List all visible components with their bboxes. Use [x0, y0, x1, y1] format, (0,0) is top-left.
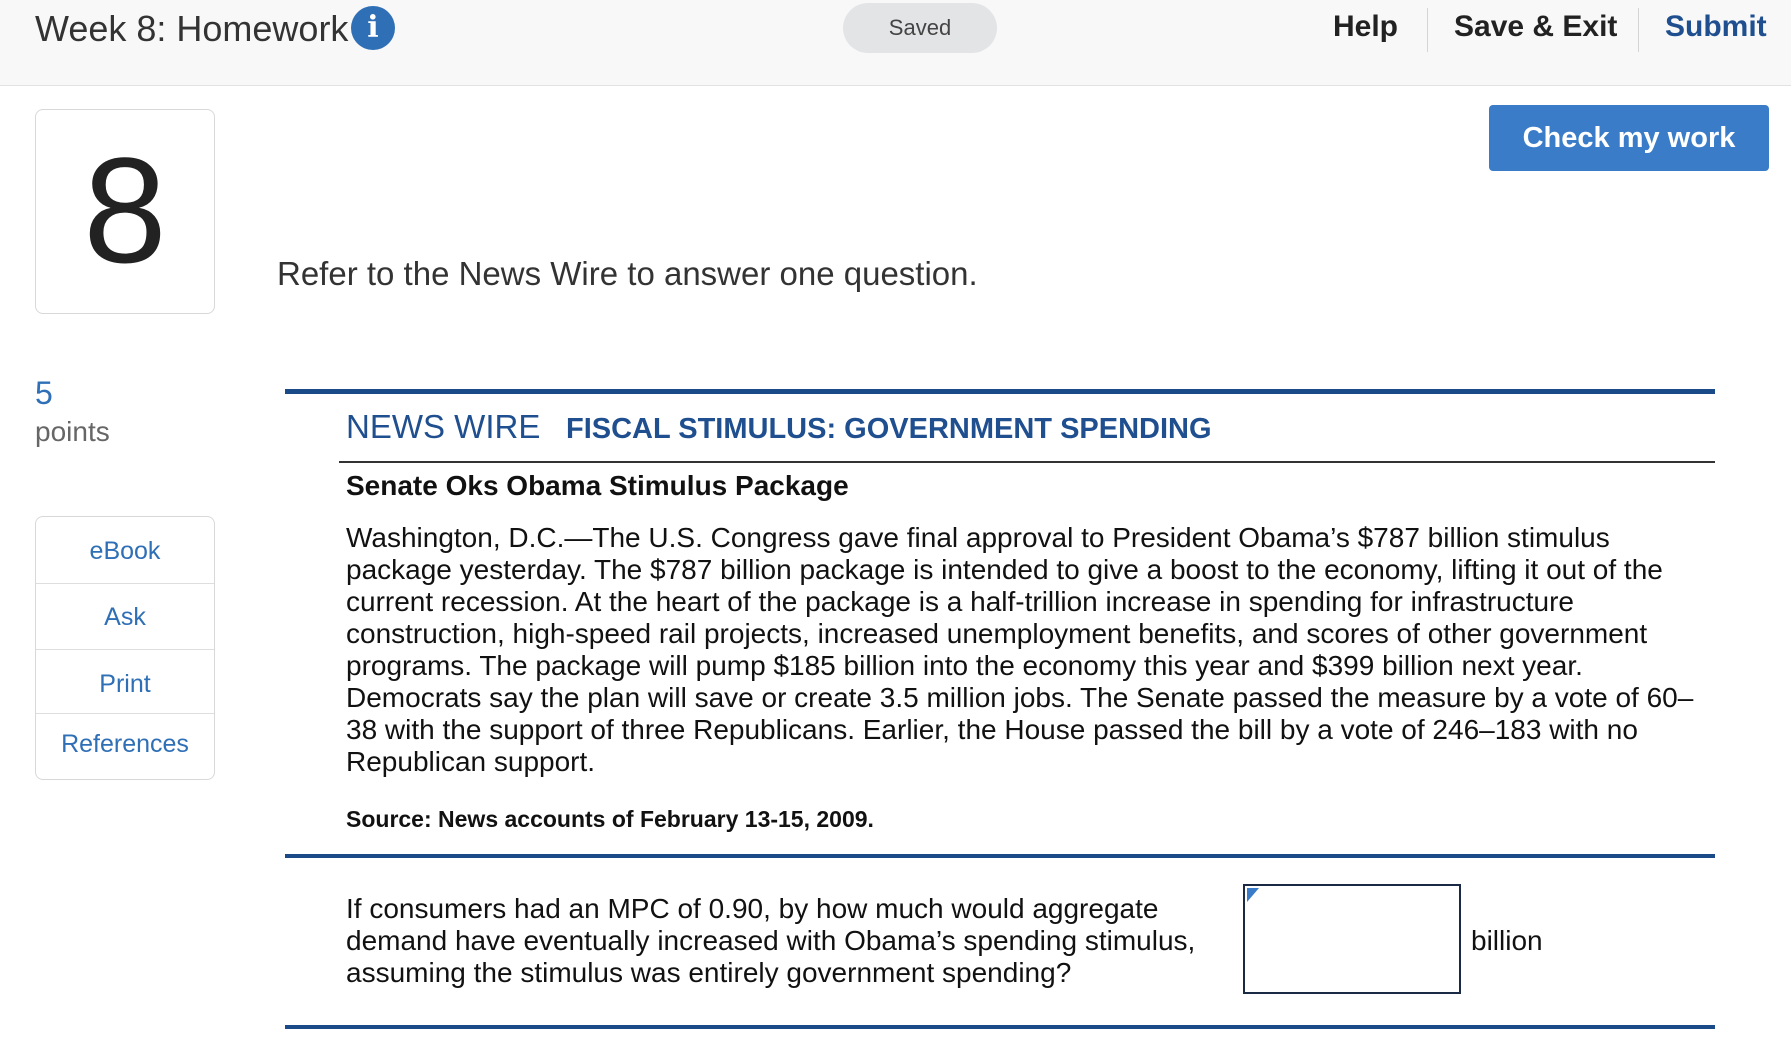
save-exit-link[interactable]: Save & Exit	[1454, 10, 1618, 43]
tool-divider	[36, 713, 214, 714]
help-link[interactable]: Help	[1333, 10, 1399, 43]
news-topic: FISCAL STIMULUS: GOVERNMENT SPENDING	[566, 413, 1212, 445]
news-body: Washington, D.C.—The U.S. Congress gave final approval to President Obama’s $787 billion stimulus package yesterday. The $787 billion package is intended to give a boost to the economy, lifting it out of the current recession. At the heart of the package is a half-trillion increase in spending for infrastructure construction, high-speed rail projects, increased unemployment benefits, and scores of other government programs. The package will pump $185 billion into the economy this year and $399 billion next year. Democrats say the plan will save or create 3.5 million jobs. The Senate passed the measure by a vote of 60–38 with the support of three Republicans. Earlier, the House passed the bill by a vote of 246–183 with no Republican support.	[346, 522, 1694, 777]
news-source: Source: News accounts of February 13-15, 2009.	[346, 806, 874, 832]
answer-input[interactable]	[1245, 886, 1459, 992]
news-headline: Senate Oks Obama Stimulus Package	[346, 470, 849, 501]
points-label: points	[35, 416, 110, 447]
header-divider	[1427, 8, 1428, 52]
tool-divider	[36, 649, 214, 650]
answer-question-text: If consumers had an MPC of 0.90, by how much would aggregate demand have eventually increased with Obama’s spending stimulus, assuming the stimulus was entirely government spending?	[346, 893, 1196, 988]
question-tools	[35, 516, 215, 780]
question-number-box	[35, 109, 215, 314]
info-icon[interactable]: i	[351, 6, 395, 50]
ask-link[interactable]: Ask	[104, 603, 146, 631]
submit-link[interactable]: Submit	[1665, 10, 1767, 43]
assignment-title: Week 8: Homework	[35, 8, 349, 49]
ebook-link[interactable]: eBook	[89, 537, 161, 565]
check-my-work-button[interactable]: Check my work	[1489, 105, 1769, 171]
news-wire-label: NEWS WIRE	[346, 408, 541, 445]
news-top-rule	[285, 389, 1715, 394]
question-prompt: Refer to the News Wire to answer one question.	[277, 255, 978, 292]
references-link[interactable]: References	[61, 730, 189, 758]
points-value: 5	[35, 375, 53, 411]
top-bar	[0, 0, 1791, 86]
header-divider	[1638, 8, 1639, 52]
input-marker-icon	[1247, 888, 1259, 902]
answer-unit: billion	[1471, 925, 1543, 956]
tool-divider	[36, 583, 214, 584]
answer-field[interactable]	[1243, 884, 1461, 994]
saved-status-badge: Saved	[843, 3, 997, 53]
news-divider	[339, 461, 1715, 463]
news-bottom-rule	[285, 854, 1715, 858]
print-link[interactable]: Print	[99, 670, 151, 698]
answer-bottom-rule	[285, 1025, 1715, 1029]
question-number: 8	[83, 126, 167, 294]
